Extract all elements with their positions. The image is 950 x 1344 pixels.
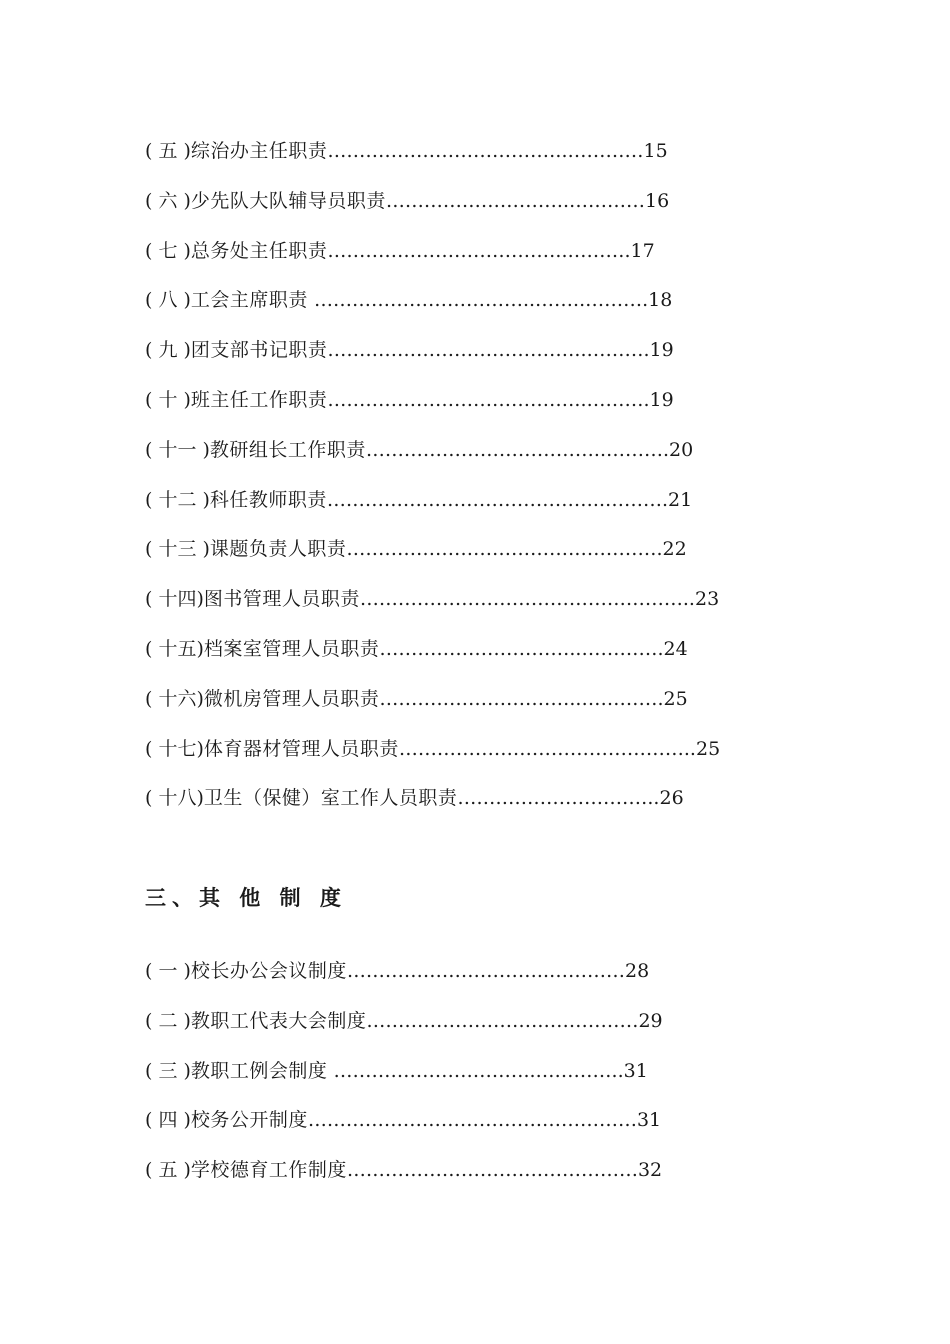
toc-entry-title: 图书管理人员职责 — [203, 588, 360, 611]
toc-entry-leader: …………………………..………….. — [327, 1059, 624, 1082]
toc-entry-title: 校长办公会议制度 — [190, 960, 347, 982]
toc-entry[interactable] — [145, 285, 805, 335]
toc-entry-number: ( 七 ) — [145, 239, 191, 262]
toc-entry-leader: ………………………………..………. — [365, 438, 670, 461]
toc-entry-number: ( 五 ) — [145, 1159, 191, 1182]
toc-entry-leader: ………………………………..………… — [327, 140, 644, 162]
toc-entry[interactable] — [145, 236, 805, 286]
toc-entry-leader: ………………………..………… — [385, 189, 646, 212]
toc-entry-page: 22 — [662, 538, 687, 561]
toc-entry-page: 16 — [645, 189, 670, 212]
toc-entry-number: ( 十二 ) — [145, 488, 210, 511]
toc-entry[interactable] — [145, 385, 805, 435]
toc-entry-page: 18 — [648, 289, 673, 312]
toc-entry-number: ( 三 ) — [145, 1059, 191, 1082]
toc-entry-page: 31 — [623, 1059, 648, 1082]
toc-entry[interactable] — [145, 956, 805, 1006]
toc-entry-page: 24 — [663, 637, 688, 660]
toc-entry-title: 教职工代表大会制度 — [190, 1009, 367, 1032]
toc-entry-title: 综治办主任职责 — [190, 140, 328, 162]
toc-entry-number: ( 十四) — [145, 588, 204, 611]
toc-entry-number: ( 一 ) — [145, 960, 191, 982]
toc-entry-title: 总务处主任职责 — [190, 239, 328, 262]
toc-entry[interactable] — [145, 734, 805, 784]
toc-entry-number: ( 二 ) — [145, 1009, 191, 1032]
toc-entry[interactable] — [145, 634, 805, 684]
toc-entry-page: 28 — [625, 960, 650, 982]
toc-entry-title: 课题负责人职责 — [209, 538, 347, 561]
toc-entry-page: 23 — [694, 588, 720, 611]
toc-entry-leader: …………………………………………….. — [359, 588, 695, 611]
toc-entry-leader: ……………………………..……..………. — [307, 289, 649, 312]
toc-entry-title: 档案室管理人员职责 — [203, 637, 380, 660]
toc-entry[interactable] — [145, 186, 805, 236]
toc-entry-leader: ……………………………………..………. — [326, 488, 669, 511]
toc-entry-title: 少先队大队辅导员职责 — [190, 189, 386, 212]
toc-entry[interactable] — [145, 1056, 805, 1106]
toc-entry-leader: ……………………….…………… — [366, 1009, 639, 1032]
toc-list-duties — [145, 136, 805, 833]
toc-entry-number: ( 九 ) — [145, 339, 191, 362]
toc-entry-page: 19 — [649, 339, 674, 362]
toc-entry[interactable] — [145, 136, 805, 186]
toc-entry-title: 卫生（保健）室工作人员职责 — [203, 787, 458, 810]
toc-entry-page: 19 — [649, 388, 674, 411]
toc-entry-page: 17 — [630, 239, 655, 262]
toc-entry-title: 工会主席职责 — [190, 289, 308, 312]
toc-entry-leader: …………………………………..………. — [327, 339, 650, 362]
section-heading: 三、其 他 制 度 — [145, 886, 347, 910]
toc-entry-leader: ………………………………..………. — [327, 239, 631, 262]
toc-entry[interactable] — [145, 335, 805, 385]
toc-entry-title: 教研组长工作职责 — [209, 438, 366, 461]
toc-entry-number: ( 十 ) — [145, 388, 191, 411]
toc-entry-leader: …………………………..…………. — [379, 687, 664, 710]
toc-entry-number: ( 六 ) — [145, 189, 191, 212]
toc-entry[interactable] — [145, 783, 805, 833]
toc-entry-page: 15 — [643, 140, 668, 162]
toc-entry-leader: ……………………………………….. — [398, 737, 696, 760]
toc-entry-number: ( 四 ) — [145, 1109, 191, 1132]
toc-entry-title: 微机房管理人员职责 — [203, 687, 380, 710]
toc-entry-page: 20 — [669, 438, 694, 461]
toc-entry-number: ( 八 ) — [145, 289, 191, 312]
toc-entry[interactable] — [145, 435, 805, 485]
toc-entry-title: 教职工例会制度 — [190, 1059, 328, 1082]
toc-entry[interactable] — [145, 534, 805, 584]
toc-entry-title: 学校德育工作制度 — [190, 1159, 347, 1182]
toc-entry-page: 25 — [663, 687, 688, 710]
toc-entry-title: 团支部书记职责 — [190, 339, 328, 362]
toc-entry-number: ( 十三 ) — [145, 538, 210, 561]
toc-entry[interactable] — [145, 1006, 805, 1056]
toc-entry[interactable] — [145, 1155, 805, 1205]
toc-entry-leader: …………………………..………… — [346, 960, 626, 982]
toc-entry-page: 25 — [695, 737, 721, 760]
toc-entry-title: 体育器材管理人员职责 — [203, 737, 399, 760]
toc-entry-number: ( 十一 ) — [145, 438, 210, 461]
toc-entry-page: 26 — [659, 787, 684, 810]
toc-entry-page: 29 — [638, 1009, 663, 1032]
toc-entry[interactable] — [145, 684, 805, 734]
toc-entry[interactable] — [145, 485, 805, 535]
toc-entry-number: ( 十八) — [145, 787, 204, 810]
toc-entry[interactable] — [145, 584, 805, 634]
toc-entry-page: 32 — [637, 1159, 663, 1182]
toc-entry-number: ( 五 ) — [145, 140, 191, 162]
toc-entry-number: ( 十六) — [145, 687, 204, 710]
toc-list-regulations — [145, 956, 805, 1205]
toc-entry-page: 31 — [636, 1109, 662, 1132]
toc-entry-leader: …………………………..…………. — [379, 637, 664, 660]
toc-entry-leader: ………………………….…………… — [346, 1159, 638, 1182]
toc-entry-number: ( 十五) — [145, 637, 204, 660]
toc-entry-leader: ……………………………….…………… — [307, 1109, 637, 1132]
toc-entry-title: 科任教师职责 — [209, 488, 327, 511]
toc-entry[interactable] — [145, 1105, 805, 1155]
toc-entry-title: 校务公开制度 — [190, 1109, 308, 1132]
toc-entry-leader: ………………………….. — [457, 787, 660, 810]
toc-entry-title: 班主任工作职责 — [190, 388, 328, 411]
toc-entry-page: 21 — [668, 488, 693, 511]
toc-entry-leader: …………………………………..………. — [327, 388, 650, 411]
toc-entry-leader: ……………………………….…………. — [346, 538, 663, 561]
toc-entry-number: ( 十七) — [145, 737, 204, 760]
